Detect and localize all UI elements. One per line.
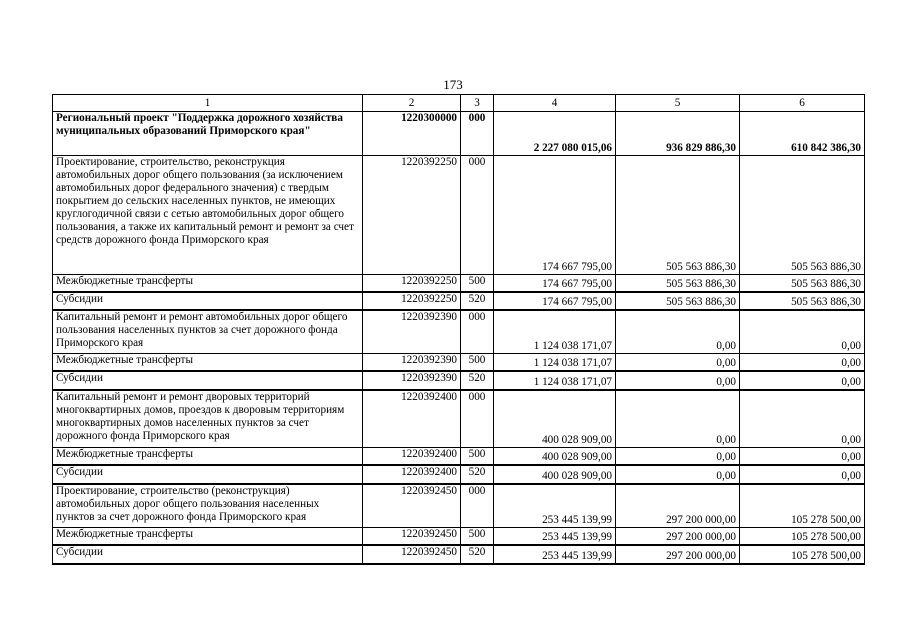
row-name: Проектирование, строительство, реконструкция автомобильных дорог общего пользования (за исключением автомобильных дорог федерального значения) с твердым покрытием до сельских населенных пунктов, не имеющих круглогодичной связи с сетью автомобильных дорог общего пользования, а также их капитальный ремонт и ремонт за счет средств дорожного фонда Приморского края (53, 156, 363, 275)
budget-table (52, 94, 865, 565)
row-amount-col6: 505 563 886,30 (740, 292, 865, 310)
table-row (53, 545, 865, 564)
row-amount-col4: 253 445 139,99 (494, 528, 616, 545)
column-header: 5 (616, 95, 740, 112)
row-name: Капитальный ремонт и ремонт автомобильных дорог общего пользования населенных пунктов за счет дорожного фонда Приморского края (53, 310, 363, 354)
row-expense-type: 520 (461, 371, 494, 390)
row-expense-type: 500 (461, 528, 494, 545)
row-amount-col6: 610 842 386,30 (740, 112, 865, 156)
row-name: Субсидии (53, 371, 363, 390)
row-name: Субсидии (53, 545, 363, 564)
row-expense-type: 500 (461, 354, 494, 371)
table-row (53, 354, 865, 371)
row-name: Межбюджетные трансферты (53, 528, 363, 545)
row-amount-col5: 0,00 (616, 310, 740, 354)
page-number: 173 (443, 77, 463, 92)
row-amount-col4: 174 667 795,00 (494, 156, 616, 275)
table-header-row (53, 95, 865, 112)
row-name: Межбюджетные трансферты (53, 354, 363, 371)
table-row (53, 528, 865, 545)
row-amount-col6: 105 278 500,00 (740, 528, 865, 545)
row-amount-col6: 505 563 886,30 (740, 156, 865, 275)
row-expense-type: 520 (461, 292, 494, 310)
row-amount-col4: 253 445 139,99 (494, 545, 616, 564)
row-code: 1220392400 (363, 448, 461, 465)
row-amount-col4: 253 445 139,99 (494, 484, 616, 528)
column-header: 2 (363, 95, 461, 112)
row-code: 1220392400 (363, 465, 461, 484)
row-code: 1220392250 (363, 292, 461, 310)
row-expense-type: 500 (461, 275, 494, 292)
row-expense-type: 000 (461, 156, 494, 275)
table-row (53, 310, 865, 354)
row-amount-col6: 0,00 (740, 448, 865, 465)
table-row (53, 292, 865, 310)
row-name: Субсидии (53, 465, 363, 484)
row-name: Проектирование, строительство (реконструкция) автомобильных дорог общего пользования населенных пунктов за счет дорожного фонда Приморского края (53, 484, 363, 528)
row-code: 1220300000 (363, 112, 461, 156)
table-row (53, 156, 865, 275)
row-amount-col4: 174 667 795,00 (494, 292, 616, 310)
table-row (53, 275, 865, 292)
row-name: Капитальный ремонт и ремонт дворовых территорий многоквартирных домов, проездов к дворовым территориям многоквартирных домов населенных пунктов за счет дорожного фонда Приморского края (53, 390, 363, 448)
row-amount-col4: 400 028 909,00 (494, 390, 616, 448)
row-name: Региональный проект "Поддержка дорожного хозяйства муниципальных образований Приморского края" (53, 112, 363, 156)
row-amount-col5: 0,00 (616, 354, 740, 371)
row-expense-type: 520 (461, 465, 494, 484)
table-row (53, 484, 865, 528)
row-amount-col4: 1 124 038 171,07 (494, 310, 616, 354)
row-amount-col4: 2 227 080 015,06 (494, 112, 616, 156)
table-row (53, 390, 865, 448)
row-expense-type: 520 (461, 545, 494, 564)
column-header: 6 (740, 95, 865, 112)
row-amount-col4: 400 028 909,00 (494, 448, 616, 465)
row-amount-col5: 297 200 000,00 (616, 528, 740, 545)
row-amount-col6: 105 278 500,00 (740, 484, 865, 528)
row-amount-col5: 505 563 886,30 (616, 275, 740, 292)
row-amount-col5: 505 563 886,30 (616, 292, 740, 310)
row-expense-type: 000 (461, 390, 494, 448)
row-amount-col5: 0,00 (616, 465, 740, 484)
row-code: 1220392450 (363, 484, 461, 528)
row-code: 1220392390 (363, 354, 461, 371)
row-amount-col5: 936 829 886,30 (616, 112, 740, 156)
row-amount-col6: 0,00 (740, 390, 865, 448)
table-row (53, 465, 865, 484)
row-amount-col5: 297 200 000,00 (616, 545, 740, 564)
row-code: 1220392450 (363, 545, 461, 564)
row-name: Межбюджетные трансферты (53, 275, 363, 292)
row-amount-col6: 0,00 (740, 310, 865, 354)
row-expense-type: 000 (461, 310, 494, 354)
row-name: Межбюджетные трансферты (53, 448, 363, 465)
row-name: Субсидии (53, 292, 363, 310)
row-amount-col6: 0,00 (740, 465, 865, 484)
row-code: 1220392250 (363, 156, 461, 275)
column-header: 3 (461, 95, 494, 112)
row-amount-col6: 505 563 886,30 (740, 275, 865, 292)
table-row (53, 112, 865, 156)
row-code: 1220392400 (363, 390, 461, 448)
table-row (53, 371, 865, 390)
row-amount-col5: 0,00 (616, 371, 740, 390)
row-amount-col5: 0,00 (616, 390, 740, 448)
row-code: 1220392390 (363, 310, 461, 354)
row-code: 1220392390 (363, 371, 461, 390)
row-amount-col4: 174 667 795,00 (494, 275, 616, 292)
row-amount-col5: 0,00 (616, 448, 740, 465)
row-code: 1220392450 (363, 528, 461, 545)
table-row (53, 448, 865, 465)
column-header: 1 (53, 95, 363, 112)
row-expense-type: 500 (461, 448, 494, 465)
column-header: 4 (494, 95, 616, 112)
row-expense-type: 000 (461, 112, 494, 156)
row-amount-col6: 105 278 500,00 (740, 545, 865, 564)
row-amount-col4: 400 028 909,00 (494, 465, 616, 484)
row-code: 1220392250 (363, 275, 461, 292)
row-expense-type: 000 (461, 484, 494, 528)
row-amount-col6: 0,00 (740, 371, 865, 390)
row-amount-col6: 0,00 (740, 354, 865, 371)
row-amount-col4: 1 124 038 171,07 (494, 371, 616, 390)
row-amount-col4: 1 124 038 171,07 (494, 354, 616, 371)
row-amount-col5: 505 563 886,30 (616, 156, 740, 275)
row-amount-col5: 297 200 000,00 (616, 484, 740, 528)
